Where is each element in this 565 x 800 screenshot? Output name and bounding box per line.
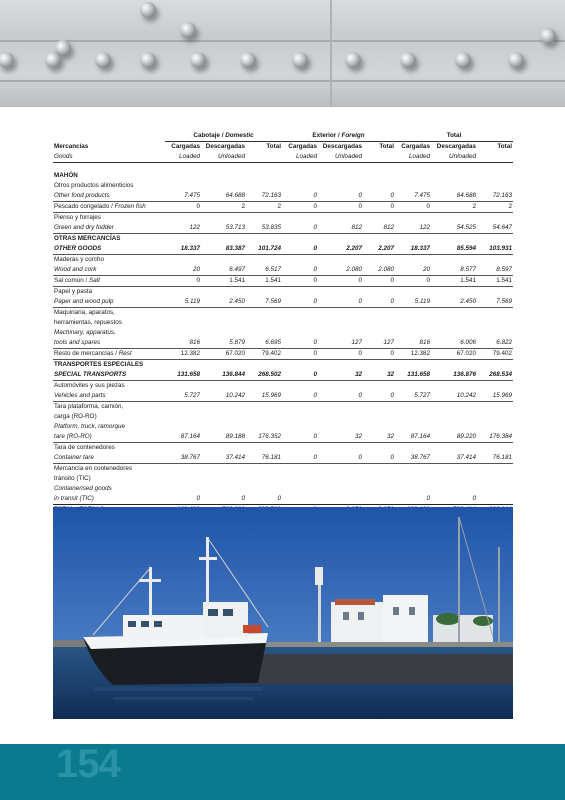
- cell-value: 0: [395, 275, 431, 286]
- cell-value: 0: [282, 338, 318, 349]
- cell-value: [477, 494, 513, 505]
- cell-value: 18.337: [165, 244, 201, 255]
- cell-value: 6.497: [201, 265, 246, 276]
- row-label: tare (RO-RO): [53, 432, 165, 443]
- col-header: Goods: [53, 152, 165, 163]
- cell-value: 32: [363, 432, 395, 443]
- cell-value: [318, 494, 363, 505]
- row-label: Other food products: [53, 191, 165, 202]
- row-label: Otros productos alimenticios: [54, 181, 134, 189]
- rivet-icon: [140, 52, 156, 68]
- cell-value: 15.969: [246, 391, 282, 402]
- cell-value: 268.502: [246, 370, 282, 381]
- cell-value: 0: [282, 244, 318, 255]
- row-label: Resto de mercancías / Rest: [53, 348, 165, 359]
- cell-value: 12.382: [395, 348, 431, 359]
- cell-value: 15.969: [477, 391, 513, 402]
- cell-value: 0: [282, 348, 318, 359]
- col-header: Total: [497, 143, 512, 150]
- row-label: in transit (TIC): [54, 494, 94, 502]
- col-header: Loaded: [165, 152, 201, 163]
- cell-value: 816: [165, 338, 201, 349]
- row-label: carga (RO-RO): [54, 412, 97, 420]
- group-foreign: Exterior / Foreign: [282, 131, 395, 142]
- cell-value: 0: [282, 370, 318, 381]
- cell-value: 0: [363, 275, 395, 286]
- cell-value: 32: [318, 370, 363, 381]
- col-header: [246, 152, 282, 163]
- label-row: [53, 359, 513, 370]
- cell-value: 87.164: [395, 432, 431, 443]
- table-row: [53, 338, 513, 349]
- harbour-photo: [53, 507, 513, 719]
- cell-value: 6.517: [246, 265, 282, 276]
- row-label: herramientas, repuestos: [54, 318, 122, 326]
- cell-value: 122: [165, 223, 201, 234]
- row-label: SPECIAL TRANSPORTS: [53, 370, 165, 381]
- cell-value: 127: [318, 338, 363, 349]
- table-row: [53, 348, 513, 359]
- port-title: MAHÓN: [54, 171, 78, 179]
- cell-value: 5.879: [201, 338, 246, 349]
- cell-value: 12.382: [165, 348, 201, 359]
- cell-value: 6.695: [246, 338, 282, 349]
- cell-value: 0: [363, 297, 395, 308]
- cell-value: 7.475: [395, 191, 431, 202]
- row-label: Vehicles and parts: [53, 391, 165, 402]
- col-header: Unloaded: [318, 152, 363, 163]
- cell-value: 8.597: [477, 265, 513, 276]
- row-label: Platform, truck, ramorque: [54, 422, 126, 430]
- cell-value: 127: [363, 338, 395, 349]
- header-row-es: [53, 142, 513, 153]
- cell-value: 20: [165, 265, 201, 276]
- cell-value: 32: [363, 370, 395, 381]
- cell-value: 0: [318, 348, 363, 359]
- cell-value: 32: [318, 432, 363, 443]
- group-header-row: [53, 131, 513, 142]
- cell-value: 0: [165, 275, 201, 286]
- riveted-steel-banner: [0, 0, 565, 107]
- cell-value: 0: [282, 391, 318, 402]
- rivet-icon: [400, 52, 416, 68]
- cell-value: 38.767: [165, 453, 201, 464]
- cell-value: 10.242: [431, 391, 477, 402]
- rivet-icon: [140, 2, 156, 18]
- cell-value: 2.080: [363, 265, 395, 276]
- cell-value: 2: [201, 201, 246, 212]
- row-label: Container tare: [53, 453, 165, 464]
- cell-value: 5.119: [395, 297, 431, 308]
- col-header: Descargadas: [436, 143, 476, 150]
- cell-value: 5.727: [395, 391, 431, 402]
- cell-value: 0: [282, 297, 318, 308]
- row-label: Pescado congelado / Frozen fish: [53, 201, 165, 212]
- cell-value: 7.569: [477, 297, 513, 308]
- row-label: OTRAS MERCANCÍAS: [54, 234, 121, 242]
- port-title-row: [53, 171, 513, 181]
- banner-seam: [0, 80, 565, 82]
- table-row: [53, 275, 513, 286]
- label-row: [53, 442, 513, 453]
- cell-value: 72.163: [246, 191, 282, 202]
- rivet-icon: [0, 52, 14, 68]
- rivet-icon: [292, 52, 308, 68]
- label-row: [53, 181, 513, 191]
- cell-value: 1.541: [477, 275, 513, 286]
- table-row: [53, 453, 513, 464]
- cell-value: 122: [395, 223, 431, 234]
- cell-value: 0: [165, 201, 201, 212]
- cell-value: 2.450: [201, 297, 246, 308]
- banner-seam: [330, 0, 332, 107]
- cell-value: 20: [395, 265, 431, 276]
- rivet-icon: [240, 52, 256, 68]
- cell-value: 0: [282, 275, 318, 286]
- col-header: [477, 152, 513, 163]
- cell-value: 131.658: [395, 370, 431, 381]
- row-label: TRANSPORTES ESPECIALES: [54, 360, 144, 368]
- cell-value: 0: [277, 494, 281, 502]
- cell-value: 176.384: [477, 432, 513, 443]
- table-row: [53, 297, 513, 308]
- row-label: Mercancía en contenedores: [54, 464, 133, 472]
- cell-value: 0: [363, 348, 395, 359]
- goods-traffic-table: [53, 131, 513, 516]
- col-header: Descargadas: [205, 143, 245, 150]
- col-header: [363, 152, 395, 163]
- cell-value: 67.020: [201, 348, 246, 359]
- row-label: Machinary, apparatus,: [54, 328, 116, 336]
- cell-value: 0: [318, 297, 363, 308]
- cell-value: 0: [318, 453, 363, 464]
- group-total: Total: [395, 131, 513, 142]
- label-row: [53, 422, 513, 432]
- label-row: [53, 401, 513, 412]
- label-row: [53, 484, 513, 494]
- cell-value: 136.844: [201, 370, 246, 381]
- cell-value: 64.688: [201, 191, 246, 202]
- label-row: [53, 463, 513, 474]
- col-header: Cargadas: [288, 143, 317, 150]
- cell-value: 0: [318, 191, 363, 202]
- cell-value: 268.534: [477, 370, 513, 381]
- cell-value: 816: [395, 338, 431, 349]
- cell-value: 83.387: [201, 244, 246, 255]
- col-header: Cargadas: [171, 143, 200, 150]
- cell-value: 89.220: [431, 432, 477, 443]
- cell-value: 8.577: [431, 265, 477, 276]
- cell-value: 0: [282, 223, 318, 234]
- row-label: Containerised goods: [54, 484, 112, 492]
- row-label: Paper and wood pulp: [53, 297, 165, 308]
- row-label: Sal común / Salt: [53, 275, 165, 286]
- cell-value: 1.541: [246, 275, 282, 286]
- cell-value: 85.594: [431, 244, 477, 255]
- label-row: [53, 233, 513, 244]
- page-number: 154: [56, 742, 120, 786]
- label-row: [53, 212, 513, 223]
- cell-value: 0: [363, 201, 395, 212]
- cell-value: 176.352: [246, 432, 282, 443]
- cell-value: 0: [241, 494, 245, 502]
- cell-value: 2: [431, 201, 477, 212]
- cell-value: 0: [282, 265, 318, 276]
- rivet-icon: [95, 52, 111, 68]
- cell-value: 0: [395, 201, 431, 212]
- row-label: OTHER GOODS: [53, 244, 165, 255]
- table-row: [53, 432, 513, 443]
- rivet-icon: [45, 52, 61, 68]
- label-row: [53, 318, 513, 328]
- cell-value: 103.931: [477, 244, 513, 255]
- row-label: Tara plataforma, camión,: [54, 402, 124, 410]
- col-header: Total: [379, 143, 394, 150]
- cell-value: 79.402: [246, 348, 282, 359]
- cell-value: 136.876: [431, 370, 477, 381]
- cell-value: 37.414: [201, 453, 246, 464]
- col-header: Loaded: [282, 152, 318, 163]
- cell-value: 1.541: [431, 275, 477, 286]
- table-row: [53, 494, 513, 505]
- row-label: Automóviles y sus piezas: [54, 381, 125, 389]
- row-label: Papel y pasta: [54, 287, 93, 295]
- label-row: [53, 412, 513, 422]
- label-row: [53, 307, 513, 318]
- row-label: tránsito (TIC): [54, 474, 91, 482]
- table-row: [53, 244, 513, 255]
- label-row: [53, 254, 513, 265]
- rivet-icon: [190, 52, 206, 68]
- banner-seam: [0, 40, 565, 42]
- label-row: [53, 380, 513, 391]
- cell-value: 0: [472, 494, 476, 502]
- rivet-icon: [508, 52, 524, 68]
- cell-value: 0: [282, 453, 318, 464]
- header-row-en: [53, 152, 513, 163]
- col-header: Mercancías: [54, 142, 89, 150]
- cell-value: 0: [363, 453, 395, 464]
- cell-value: 79.402: [477, 348, 513, 359]
- cell-value: 0: [363, 191, 395, 202]
- cell-value: 812: [318, 223, 363, 234]
- row-label: Maquinaria, aparatos,: [54, 308, 115, 316]
- col-header: Unloaded: [201, 152, 246, 163]
- cell-value: 0: [318, 275, 363, 286]
- cell-value: 0: [426, 494, 430, 502]
- col-header: Total: [266, 143, 281, 150]
- rivet-icon: [455, 52, 471, 68]
- rivet-icon: [180, 22, 196, 38]
- label-row: [53, 286, 513, 297]
- cell-value: 0: [318, 391, 363, 402]
- cell-value: 18.337: [395, 244, 431, 255]
- cell-value: 2.207: [363, 244, 395, 255]
- cell-value: 10.242: [201, 391, 246, 402]
- col-header: Unloaded: [431, 152, 477, 163]
- cell-value: 37.414: [431, 453, 477, 464]
- cell-value: 0: [282, 432, 318, 443]
- rivet-icon: [540, 28, 556, 44]
- cell-value: 76.181: [246, 453, 282, 464]
- row-label: Tara de contenedores: [54, 443, 115, 451]
- cell-value: 89.188: [201, 432, 246, 443]
- group-domestic: Cabotaje / Domestic: [165, 131, 282, 142]
- cell-value: 53.835: [246, 223, 282, 234]
- table-row: [53, 191, 513, 202]
- col-header: Cargadas: [401, 143, 430, 150]
- cell-value: 54.647: [477, 223, 513, 234]
- table-row: [53, 265, 513, 276]
- cell-value: 6.822: [477, 338, 513, 349]
- cell-value: 0: [282, 191, 318, 202]
- cell-value: 101.724: [246, 244, 282, 255]
- row-label: tools and spares: [53, 338, 165, 349]
- rivet-icon: [345, 52, 361, 68]
- cell-value: 67.020: [431, 348, 477, 359]
- col-header: Loaded: [395, 152, 431, 163]
- row-label: Wood and cork: [53, 265, 165, 276]
- cell-value: 7.569: [246, 297, 282, 308]
- cell-value: 812: [363, 223, 395, 234]
- cell-value: 0: [196, 494, 200, 502]
- cell-value: 76.181: [477, 453, 513, 464]
- cell-value: 2.207: [318, 244, 363, 255]
- cell-value: 0: [318, 201, 363, 212]
- row-label: Green and dry fodder: [53, 223, 165, 234]
- cell-value: [282, 494, 318, 505]
- table-row: [53, 223, 513, 234]
- cell-value: 131.658: [165, 370, 201, 381]
- cell-value: 2: [477, 201, 513, 212]
- cell-value: 6.006: [431, 338, 477, 349]
- cell-value: 1.541: [201, 275, 246, 286]
- label-row: [53, 474, 513, 484]
- cell-value: 0: [282, 201, 318, 212]
- cell-value: 54.525: [431, 223, 477, 234]
- cell-value: 38.767: [395, 453, 431, 464]
- label-row: [53, 328, 513, 338]
- cell-value: 64.688: [431, 191, 477, 202]
- table-row: [53, 391, 513, 402]
- cell-value: 0: [363, 391, 395, 402]
- cell-value: 2.080: [318, 265, 363, 276]
- cell-value: 5.119: [165, 297, 201, 308]
- row-label: Pienso y forrajes: [54, 213, 101, 221]
- cell-value: 2.450: [431, 297, 477, 308]
- col-header: Descargadas: [322, 143, 362, 150]
- cell-value: 2: [246, 201, 282, 212]
- table-row: [53, 201, 513, 212]
- row-label: Maderas y corcho: [54, 255, 105, 263]
- cell-value: 72.163: [477, 191, 513, 202]
- cell-value: 53.713: [201, 223, 246, 234]
- table-row: [53, 370, 513, 381]
- cell-value: 87.164: [165, 432, 201, 443]
- cell-value: [363, 494, 395, 505]
- cell-value: 7.475: [165, 191, 201, 202]
- cell-value: 5.727: [165, 391, 201, 402]
